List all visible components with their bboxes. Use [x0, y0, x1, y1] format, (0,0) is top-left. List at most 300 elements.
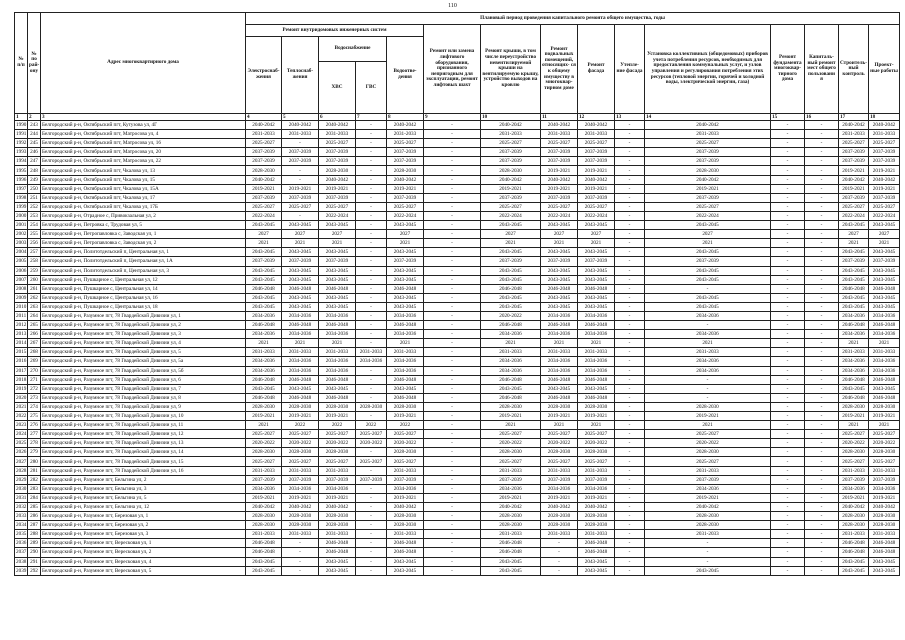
- cell-design: 2037-2039: [869, 257, 900, 266]
- cell-drainage: 2028-2030: [387, 521, 424, 530]
- cell-electric: 2037-2039: [246, 157, 282, 166]
- cell-facade: 2043-2045: [578, 557, 615, 566]
- cell-roof: 2043-2045: [481, 566, 541, 575]
- cell-district-num: 276: [28, 421, 41, 430]
- cell-meters: 2022-2024: [645, 211, 771, 220]
- table-row: [15, 475, 900, 484]
- cell-heat: 2028-2030: [282, 512, 319, 521]
- cell-district-num: 270: [28, 366, 41, 375]
- column-number: 14: [645, 114, 771, 121]
- cell-address: Белгородский р-н, Разумное пгт, Березовая ул, 3: [41, 530, 246, 539]
- column-number: 11: [541, 114, 578, 121]
- cell-hvs: 2031-2033: [319, 348, 356, 357]
- cell-lift: -: [424, 457, 481, 466]
- table-row: [15, 275, 900, 284]
- cell-facade: 2031-2033: [578, 348, 615, 357]
- cell-gvs: -: [356, 239, 387, 248]
- cell-control: 2043-2045: [839, 221, 869, 230]
- cell-capital: -: [805, 439, 839, 448]
- column-number: 3: [41, 114, 246, 121]
- cell-gvs: -: [356, 530, 387, 539]
- column-number: 16: [805, 114, 839, 121]
- cell-district-num: 258: [28, 257, 41, 266]
- cell-drainage: 2028-2030: [387, 166, 424, 175]
- cell-drainage: 2034-2036: [387, 484, 424, 493]
- cell-heat: 2043-2045: [282, 384, 319, 393]
- cell-warming: -: [615, 393, 645, 402]
- cell-design: 2037-2039: [869, 157, 900, 166]
- cell-lift: -: [424, 311, 481, 320]
- cell-lift: -: [424, 130, 481, 139]
- cell-control: 2037-2039: [839, 475, 869, 484]
- cell-drainage: 2037-2039: [387, 157, 424, 166]
- cell-facade: 2043-2045: [578, 566, 615, 575]
- cell-address: Белгородский р-н, Пушкарное с, Центральная ул, 18: [41, 302, 246, 311]
- cell-district-num: 284: [28, 493, 41, 502]
- header-num: № п/п: [15, 13, 28, 114]
- cell-drainage: 2025-2027: [387, 139, 424, 148]
- cell-gvs: -: [356, 157, 387, 166]
- cell-hvs: 2025-2027: [319, 139, 356, 148]
- cell-heat: -: [282, 548, 319, 557]
- cell-foundation: -: [771, 157, 805, 166]
- cell-basement: 2040-2042: [541, 502, 578, 511]
- cell-address: Белгородский р-н, Разумное пгт, 78 Гвардейской Дивизии ул, 2: [41, 321, 246, 330]
- cell-warming: -: [615, 221, 645, 230]
- column-number: 8: [387, 114, 424, 121]
- cell-meters: 2028-2030: [645, 521, 771, 530]
- cell-meters: 2043-2045: [645, 275, 771, 284]
- cell-basement: -: [541, 557, 578, 566]
- cell-control: 2025-2027: [839, 430, 869, 439]
- cell-electric: 2043-2045: [246, 266, 282, 275]
- cell-design: 2034-2036: [869, 357, 900, 366]
- cell-electric: 2025-2027: [246, 139, 282, 148]
- table-row: [15, 193, 900, 202]
- cell-lift: -: [424, 393, 481, 402]
- table-row: [15, 330, 900, 339]
- cell-basement: 2043-2045: [541, 266, 578, 275]
- cell-hvs: 2028-2030: [319, 402, 356, 411]
- cell-design: 2019-2021: [869, 184, 900, 193]
- cell-address: Белгородский р-н, Разумное пгт, 78 Гвардейской Дивизии ул, 5а: [41, 357, 246, 366]
- cell-hvs: 2025-2027: [319, 430, 356, 439]
- cell-capital: -: [805, 121, 839, 130]
- table-row: [15, 348, 900, 357]
- cell-roof: 2028-2030: [481, 166, 541, 175]
- cell-meters: 2043-2045: [645, 248, 771, 257]
- cell-capital: -: [805, 357, 839, 366]
- cell-address: Белгородский р-н, Разумное пгт, 78 Гвардейской Дивизии ул, 15: [41, 457, 246, 466]
- cell-warming: -: [615, 421, 645, 430]
- cell-facade: 2040-2042: [578, 502, 615, 511]
- table-row: [15, 148, 900, 157]
- cell-warming: -: [615, 284, 645, 293]
- table-row: [15, 302, 900, 311]
- cell-design: 2046-2048: [869, 284, 900, 293]
- header-meters: Установка коллективных (общедомовых) приборов учета потребления ресурсов, необходимых для предоставления коммунальных услуг, и узлов управления и регулирования потребления этих ресурсов (тепловой энергии, горячей и холодной воды, электрической энергии, газа): [645, 25, 771, 114]
- cell-roof: 2037-2039: [481, 148, 541, 157]
- cell-meters: 2021: [645, 421, 771, 430]
- cell-row-num: 2014: [16, 340, 27, 347]
- column-number: 10: [481, 114, 541, 121]
- cell-district-num: 243: [28, 121, 41, 130]
- cell-facade: 2019-2021: [578, 166, 615, 175]
- cell-foundation: -: [771, 439, 805, 448]
- cell-drainage: 2021: [387, 339, 424, 348]
- cell-meters: 2043-2045: [645, 221, 771, 230]
- cell-basement: 2025-2027: [541, 430, 578, 439]
- cell-electric: 2021: [246, 239, 282, 248]
- cell-district-num: 252: [28, 202, 41, 211]
- cell-hvs: 2043-2045: [319, 293, 356, 302]
- cell-address: Белгородский р-н, Октябрьский пгт, Матросова ул, 22: [41, 157, 246, 166]
- cell-address: Белгородский р-н, Разумное пгт, Бельгина ул, 2: [41, 475, 246, 484]
- cell-meters: 2025-2027: [645, 457, 771, 466]
- cell-lift: -: [424, 293, 481, 302]
- cell-meters: 2031-2033: [645, 130, 771, 139]
- cell-district-num: 292: [28, 566, 41, 575]
- cell-control: 2031-2033: [839, 530, 869, 539]
- table-row: [15, 257, 900, 266]
- table-row: [15, 493, 900, 502]
- table-row: [15, 266, 900, 275]
- cell-foundation: -: [771, 211, 805, 220]
- cell-roof: 2046-2048: [481, 548, 541, 557]
- cell-heat: -: [282, 566, 319, 575]
- cell-address: Белгородский р-н, Октябрьский пгт, Матросова ул, 4: [41, 130, 246, 139]
- cell-gvs: -: [356, 484, 387, 493]
- cell-warming: -: [615, 412, 645, 421]
- cell-electric: 2034-2036: [246, 330, 282, 339]
- cell-lift: -: [424, 566, 481, 575]
- cell-electric: 2037-2039: [246, 148, 282, 157]
- cell-meters: 2037-2039: [645, 475, 771, 484]
- cell-lift: -: [424, 512, 481, 521]
- cell-warming: -: [615, 466, 645, 475]
- cell-roof: 2031-2033: [481, 466, 541, 475]
- cell-capital: -: [805, 284, 839, 293]
- cell-warming: -: [615, 457, 645, 466]
- cell-heat: 2021: [282, 239, 319, 248]
- cell-row-num: 1995: [16, 167, 27, 174]
- table-row: [15, 448, 900, 457]
- cell-gvs: -: [356, 566, 387, 575]
- cell-design: 2037-2039: [869, 148, 900, 157]
- cell-meters: 2034-2036: [645, 330, 771, 339]
- cell-address: Белгородский р-н, Разумное пгт, 78 Гвардейской Дивизии ул, 1: [41, 311, 246, 320]
- table-row: [15, 202, 900, 211]
- cell-row-num: 1993: [16, 149, 27, 156]
- cell-warming: -: [615, 257, 645, 266]
- cell-district-num: 244: [28, 130, 41, 139]
- table-row: [15, 121, 900, 130]
- cell-electric: 2037-2039: [246, 475, 282, 484]
- cell-address: Белгородский р-н, Разумное пгт, Березовая ул, 1: [41, 512, 246, 521]
- cell-meters: 2031-2033: [645, 530, 771, 539]
- cell-meters: 2031-2033: [645, 466, 771, 475]
- cell-heat: 2037-2039: [282, 193, 319, 202]
- cell-address: Белгородский р-н, Петровка с, Трудовая ул, 5: [41, 221, 246, 230]
- cell-roof: 2025-2027: [481, 457, 541, 466]
- cell-facade: 2043-2045: [578, 248, 615, 257]
- cell-row-num: 2007: [16, 276, 27, 283]
- cell-electric: 2020-2022: [246, 439, 282, 448]
- cell-drainage: 2043-2045: [387, 293, 424, 302]
- cell-roof: 2019-2021: [481, 493, 541, 502]
- cell-hvs: 2019-2021: [319, 184, 356, 193]
- cell-meters: 2019-2021: [645, 412, 771, 421]
- cell-facade: 2025-2027: [578, 139, 615, 148]
- cell-basement: 2019-2021: [541, 166, 578, 175]
- cell-electric: 2046-2048: [246, 375, 282, 384]
- cell-design: 2019-2021: [869, 493, 900, 502]
- cell-lift: -: [424, 548, 481, 557]
- cell-design: 2027: [869, 230, 900, 239]
- table-row: [15, 421, 900, 430]
- cell-row-num: 2019: [16, 385, 27, 392]
- cell-drainage: 2037-2039: [387, 148, 424, 157]
- table-row: [15, 402, 900, 411]
- cell-warming: -: [615, 439, 645, 448]
- cell-basement: 2043-2045: [541, 221, 578, 230]
- cell-facade: 2027: [578, 230, 615, 239]
- cell-meters: 2043-2045: [645, 293, 771, 302]
- cell-facade: 2043-2045: [578, 266, 615, 275]
- cell-drainage: 2019-2021: [387, 493, 424, 502]
- cell-hvs: 2031-2033: [319, 130, 356, 139]
- cell-capital: -: [805, 202, 839, 211]
- cell-roof: 2043-2045: [481, 266, 541, 275]
- cell-row-num: 2033: [16, 513, 27, 520]
- cell-meters: 2025-2027: [645, 202, 771, 211]
- cell-facade: 2025-2027: [578, 457, 615, 466]
- cell-gvs: -: [356, 130, 387, 139]
- cell-heat: 2043-2045: [282, 248, 319, 257]
- page-number: 110: [448, 3, 457, 9]
- cell-district-num: 287: [28, 521, 41, 530]
- cell-drainage: 2034-2036: [387, 330, 424, 339]
- cell-foundation: -: [771, 412, 805, 421]
- cell-control: 2040-2042: [839, 175, 869, 184]
- cell-address: Белгородский р-н, Разумное пгт, Вересковая ул, 2: [41, 548, 246, 557]
- cell-design: 2028-2030: [869, 402, 900, 411]
- cell-roof: 2025-2027: [481, 139, 541, 148]
- cell-facade: 2046-2048: [578, 393, 615, 402]
- cell-district-num: 277: [28, 430, 41, 439]
- cell-capital: -: [805, 366, 839, 375]
- column-number: 1: [15, 114, 28, 121]
- cell-facade: 2034-2036: [578, 366, 615, 375]
- cell-gvs: -: [356, 339, 387, 348]
- cell-foundation: -: [771, 330, 805, 339]
- header-water-group: Водоснабжение: [319, 37, 387, 62]
- cell-row-num: 2029: [16, 476, 27, 483]
- cell-roof: 2028-2030: [481, 521, 541, 530]
- cell-hvs: 2028-2030: [319, 512, 356, 521]
- cell-address: Белгородский р-н, Октябрьский пгт, Матросова ул, 16: [41, 139, 246, 148]
- cell-foundation: -: [771, 275, 805, 284]
- cell-drainage: 2034-2036: [387, 357, 424, 366]
- cell-capital: -: [805, 302, 839, 311]
- cell-basement: 2034-2036: [541, 366, 578, 375]
- cell-hvs: 2020-2022: [319, 439, 356, 448]
- cell-design: 2031-2033: [869, 130, 900, 139]
- cell-heat: 2019-2021: [282, 184, 319, 193]
- cell-facade: 2034-2036: [578, 484, 615, 493]
- cell-facade: 2043-2045: [578, 384, 615, 393]
- cell-capital: -: [805, 457, 839, 466]
- header-planned-period: Плановый период проведения капитального ремонта общего имущества, годы: [246, 13, 900, 25]
- cell-hvs: 2034-2036: [319, 366, 356, 375]
- cell-capital: -: [805, 130, 839, 139]
- cell-gvs: -: [356, 502, 387, 511]
- cell-control: 2027: [839, 230, 869, 239]
- cell-hvs: 2043-2045: [319, 221, 356, 230]
- cell-roof: 2040-2042: [481, 121, 541, 130]
- cell-capital: -: [805, 393, 839, 402]
- cell-row-num: 2031: [16, 494, 27, 501]
- column-number: 18: [869, 114, 900, 121]
- cell-electric: 2040-2042: [246, 502, 282, 511]
- cell-foundation: -: [771, 266, 805, 275]
- cell-gvs: -: [356, 257, 387, 266]
- cell-design: 2020-2022: [869, 439, 900, 448]
- cell-design: 2025-2027: [869, 430, 900, 439]
- cell-row-num: 1991: [16, 131, 27, 138]
- cell-foundation: -: [771, 557, 805, 566]
- cell-design: 2037-2039: [869, 475, 900, 484]
- cell-foundation: -: [771, 484, 805, 493]
- cell-heat: -: [282, 139, 319, 148]
- cell-foundation: -: [771, 202, 805, 211]
- cell-design: 2040-2042: [869, 502, 900, 511]
- cell-foundation: -: [771, 466, 805, 475]
- cell-basement: 2037-2039: [541, 257, 578, 266]
- cell-gvs: -: [356, 248, 387, 257]
- cell-heat: 2022: [282, 421, 319, 430]
- cell-address: Белгородский р-н, Разумное пгт, Березовая ул, 2: [41, 521, 246, 530]
- cell-meters: 2043-2045: [645, 266, 771, 275]
- cell-foundation: -: [771, 393, 805, 402]
- cell-facade: 2046-2048: [578, 375, 615, 384]
- cell-address: Белгородский р-н, Разумное пгт, 78 Гвардейской Дивизии ул, 11: [41, 421, 246, 430]
- cell-basement: 2025-2027: [541, 202, 578, 211]
- cell-foundation: -: [771, 130, 805, 139]
- cell-meters: 2040-2042: [645, 121, 771, 130]
- cell-foundation: -: [771, 311, 805, 320]
- cell-heat: 2043-2045: [282, 293, 319, 302]
- cell-basement: 2040-2042: [541, 121, 578, 130]
- cell-basement: 2037-2039: [541, 193, 578, 202]
- cell-warming: -: [615, 484, 645, 493]
- cell-gvs: -: [356, 184, 387, 193]
- cell-roof: 2037-2039: [481, 257, 541, 266]
- cell-design: 2019-2021: [869, 412, 900, 421]
- cell-roof: 2046-2048: [481, 539, 541, 548]
- cell-lift: -: [424, 221, 481, 230]
- cell-hvs: 2043-2045: [319, 384, 356, 393]
- cell-design: 2028-2030: [869, 521, 900, 530]
- cell-design: 2046-2048: [869, 393, 900, 402]
- cell-lift: -: [424, 475, 481, 484]
- cell-lift: -: [424, 184, 481, 193]
- cell-foundation: -: [771, 366, 805, 375]
- cell-district-num: 289: [28, 539, 41, 548]
- cell-roof: 2022-2024: [481, 211, 541, 220]
- cell-warming: -: [615, 430, 645, 439]
- table-row: [15, 339, 900, 348]
- cell-hvs: 2046-2048: [319, 539, 356, 548]
- cell-basement: 2028-2030: [541, 402, 578, 411]
- header-foundation: Ремонт фундамента многоквар- тирного дома: [771, 25, 805, 114]
- cell-electric: 2034-2036: [246, 484, 282, 493]
- cell-drainage: 2028-2030: [387, 448, 424, 457]
- cell-control: 2043-2045: [839, 557, 869, 566]
- cell-control: 2019-2021: [839, 493, 869, 502]
- cell-control: 2046-2048: [839, 548, 869, 557]
- cell-lift: -: [424, 366, 481, 375]
- header-address: Адрес многоквартирного дома: [41, 13, 246, 114]
- cell-lift: -: [424, 348, 481, 357]
- cell-warming: -: [615, 157, 645, 166]
- cell-district-num: 286: [28, 512, 41, 521]
- cell-drainage: 2046-2048: [387, 375, 424, 384]
- cell-control: 2021: [839, 421, 869, 430]
- cell-facade: 2046-2048: [578, 284, 615, 293]
- cell-design: 2046-2048: [869, 321, 900, 330]
- cell-lift: -: [424, 357, 481, 366]
- cell-capital: -: [805, 293, 839, 302]
- cell-roof: 2037-2039: [481, 193, 541, 202]
- table-row: [15, 430, 900, 439]
- cell-meters: 2027: [645, 230, 771, 239]
- cell-gvs: 2037-2039: [356, 475, 387, 484]
- cell-capital: -: [805, 157, 839, 166]
- cell-design: 2034-2036: [869, 330, 900, 339]
- cell-gvs: -: [356, 266, 387, 275]
- cell-heat: 2043-2045: [282, 266, 319, 275]
- cell-address: Белгородский р-н, Разумное пгт, Бельгина ул, 3: [41, 484, 246, 493]
- cell-gvs: -: [356, 121, 387, 130]
- cell-address: Белгородский р-н, Разумное пгт, Бельгина ул, 5: [41, 493, 246, 502]
- cell-row-num: 2013: [16, 331, 27, 338]
- cell-design: 2028-2030: [869, 448, 900, 457]
- cell-capital: -: [805, 548, 839, 557]
- cell-design: 2037-2039: [869, 193, 900, 202]
- cell-drainage: 2034-2036: [387, 366, 424, 375]
- cell-design: 2043-2045: [869, 221, 900, 230]
- cell-gvs: -: [356, 512, 387, 521]
- cell-drainage: 2046-2048: [387, 539, 424, 548]
- cell-control: 2037-2039: [839, 148, 869, 157]
- cell-facade: 2019-2021: [578, 184, 615, 193]
- cell-facade: 2040-2042: [578, 175, 615, 184]
- cell-gvs: -: [356, 166, 387, 175]
- table-row: [15, 157, 900, 166]
- cell-capital: -: [805, 321, 839, 330]
- cell-gvs: -: [356, 521, 387, 530]
- cell-address: Белгородский р-н, Петропавловка с, Заводская ул, 1: [41, 230, 246, 239]
- cell-drainage: 2022-2024: [387, 211, 424, 220]
- header-electric: Электроснаб- жения: [246, 37, 282, 114]
- cell-control: 2043-2045: [839, 566, 869, 575]
- cell-foundation: -: [771, 139, 805, 148]
- cell-design: 2043-2045: [869, 293, 900, 302]
- cell-heat: 2040-2042: [282, 121, 319, 130]
- cell-meters: 2019-2021: [645, 184, 771, 193]
- cell-address: Белгородский р-н, Пушкарное с, Центральная ул, 12: [41, 275, 246, 284]
